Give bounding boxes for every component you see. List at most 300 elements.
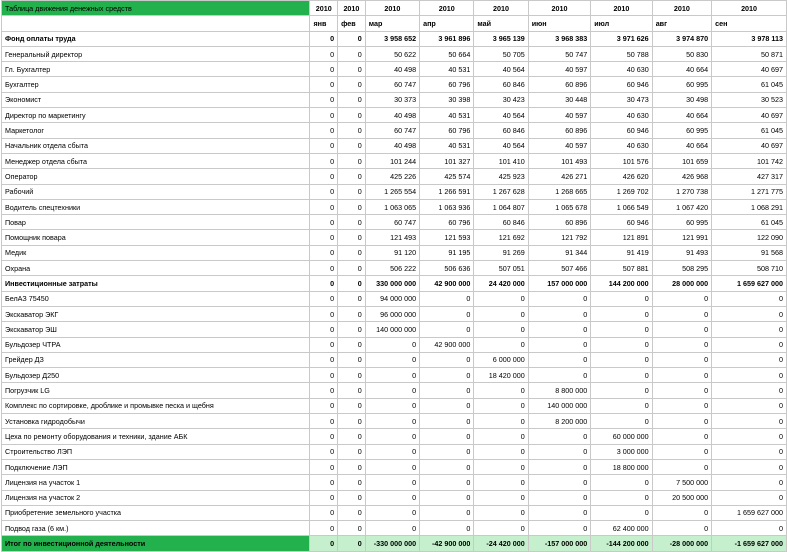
row-value-cell[interactable]: 0 xyxy=(474,429,528,444)
row-value-cell[interactable]: 30 373 xyxy=(365,92,419,107)
row-value-cell[interactable]: 0 xyxy=(474,306,528,321)
row-label-cell[interactable]: Цеха по ремонту оборудования и техники, здание АБК xyxy=(2,429,310,444)
row-value-cell[interactable]: 0 xyxy=(310,230,338,245)
row-value-cell[interactable]: 0 xyxy=(712,368,787,383)
row-value-cell[interactable]: 1 063 065 xyxy=(365,199,419,214)
row-value-cell[interactable]: 0 xyxy=(712,383,787,398)
section-value-cell[interactable]: 24 420 000 xyxy=(474,276,528,291)
row-value-cell[interactable]: 0 xyxy=(365,444,419,459)
row-value-cell[interactable]: 0 xyxy=(310,444,338,459)
row-value-cell[interactable]: 0 xyxy=(310,459,338,474)
row-value-cell[interactable]: 0 xyxy=(474,337,528,352)
month-header-cell[interactable]: июн xyxy=(528,16,591,31)
month-header-cell[interactable]: янв xyxy=(310,16,338,31)
row-value-cell[interactable]: 0 xyxy=(420,398,474,413)
row-value-cell[interactable]: 0 xyxy=(474,521,528,536)
row-value-cell[interactable]: 1 268 665 xyxy=(528,184,591,199)
row-value-cell[interactable]: 0 xyxy=(474,475,528,490)
row-label-cell[interactable]: Медик xyxy=(2,245,310,260)
row-value-cell[interactable]: 0 xyxy=(528,490,591,505)
row-value-cell[interactable]: 18 420 000 xyxy=(474,368,528,383)
row-value-cell[interactable]: 121 493 xyxy=(365,230,419,245)
row-label-cell[interactable]: Охрана xyxy=(2,261,310,276)
row-value-cell[interactable]: 40 597 xyxy=(528,108,591,123)
row-value-cell[interactable]: 0 xyxy=(712,414,787,429)
row-value-cell[interactable]: 0 xyxy=(528,459,591,474)
row-label-cell[interactable]: Гл. Бухгалтер xyxy=(2,62,310,77)
row-value-cell[interactable]: 60 796 xyxy=(420,215,474,230)
row-value-cell[interactable]: 101 493 xyxy=(528,153,591,168)
row-value-cell[interactable]: 91 419 xyxy=(591,245,652,260)
row-value-cell[interactable]: 1 067 420 xyxy=(652,199,711,214)
row-value-cell[interactable]: 40 498 xyxy=(365,108,419,123)
row-value-cell[interactable]: 0 xyxy=(420,475,474,490)
section-value-cell[interactable]: 3 974 870 xyxy=(652,31,711,46)
row-value-cell[interactable]: 0 xyxy=(474,398,528,413)
row-value-cell[interactable]: 30 473 xyxy=(591,92,652,107)
row-value-cell[interactable]: 40 697 xyxy=(712,108,787,123)
row-value-cell[interactable]: 61 045 xyxy=(712,77,787,92)
row-value-cell[interactable]: 0 xyxy=(338,123,366,138)
year-header-cell[interactable]: 2010 xyxy=(338,1,366,16)
row-value-cell[interactable]: 40 697 xyxy=(712,138,787,153)
section-value-cell[interactable]: 0 xyxy=(338,31,366,46)
row-value-cell[interactable]: 140 000 000 xyxy=(528,398,591,413)
row-value-cell[interactable]: 0 xyxy=(652,429,711,444)
row-value-cell[interactable]: 60 995 xyxy=(652,77,711,92)
row-value-cell[interactable]: 0 xyxy=(338,184,366,199)
row-value-cell[interactable]: 0 xyxy=(591,383,652,398)
row-value-cell[interactable]: 62 400 000 xyxy=(591,521,652,536)
row-value-cell[interactable]: 140 000 000 xyxy=(365,322,419,337)
row-value-cell[interactable]: 0 xyxy=(420,352,474,367)
row-value-cell[interactable]: 0 xyxy=(474,322,528,337)
row-value-cell[interactable]: 60 946 xyxy=(591,123,652,138)
row-value-cell[interactable]: 0 xyxy=(310,123,338,138)
row-value-cell[interactable]: 1 066 549 xyxy=(591,199,652,214)
row-value-cell[interactable]: 0 xyxy=(712,322,787,337)
row-label-cell[interactable]: Подключение ЛЭП xyxy=(2,459,310,474)
total-value-cell[interactable]: -157 000 000 xyxy=(528,536,591,551)
row-value-cell[interactable]: 0 xyxy=(338,337,366,352)
row-value-cell[interactable]: 40 564 xyxy=(474,108,528,123)
row-value-cell[interactable]: 0 xyxy=(310,215,338,230)
row-value-cell[interactable]: 0 xyxy=(652,291,711,306)
row-value-cell[interactable]: 0 xyxy=(652,322,711,337)
row-value-cell[interactable]: 0 xyxy=(365,368,419,383)
row-value-cell[interactable]: 1 267 628 xyxy=(474,184,528,199)
total-value-cell[interactable]: -42 900 000 xyxy=(420,536,474,551)
row-value-cell[interactable]: 60 995 xyxy=(652,215,711,230)
row-value-cell[interactable]: 425 574 xyxy=(420,169,474,184)
row-value-cell[interactable]: 121 692 xyxy=(474,230,528,245)
row-value-cell[interactable]: 0 xyxy=(712,444,787,459)
row-value-cell[interactable]: 60 946 xyxy=(591,77,652,92)
row-value-cell[interactable]: 60 846 xyxy=(474,215,528,230)
row-value-cell[interactable]: 60 896 xyxy=(528,77,591,92)
section-value-cell[interactable]: 3 968 383 xyxy=(528,31,591,46)
row-value-cell[interactable]: 0 xyxy=(310,92,338,107)
section-value-cell[interactable]: 3 958 652 xyxy=(365,31,419,46)
section-label-cell[interactable]: Фонд оплаты труда xyxy=(2,31,310,46)
month-header-cell[interactable]: июл xyxy=(591,16,652,31)
month-header-cell[interactable]: авг xyxy=(652,16,711,31)
row-value-cell[interactable]: 0 xyxy=(652,306,711,321)
row-value-cell[interactable]: 0 xyxy=(310,261,338,276)
row-value-cell[interactable]: 60 946 xyxy=(591,215,652,230)
row-value-cell[interactable]: 40 664 xyxy=(652,138,711,153)
empty-header-cell[interactable] xyxy=(2,16,310,31)
row-value-cell[interactable]: 0 xyxy=(338,230,366,245)
section-value-cell[interactable]: 28 000 000 xyxy=(652,276,711,291)
row-value-cell[interactable]: 0 xyxy=(310,322,338,337)
row-value-cell[interactable]: 0 xyxy=(310,521,338,536)
row-value-cell[interactable]: 60 796 xyxy=(420,77,474,92)
row-value-cell[interactable]: 101 659 xyxy=(652,153,711,168)
row-value-cell[interactable]: 40 664 xyxy=(652,108,711,123)
row-value-cell[interactable]: 426 620 xyxy=(591,169,652,184)
row-value-cell[interactable]: 0 xyxy=(310,368,338,383)
month-header-cell[interactable]: май xyxy=(474,16,528,31)
row-value-cell[interactable]: 0 xyxy=(310,475,338,490)
row-label-cell[interactable]: Генеральный директор xyxy=(2,46,310,61)
row-value-cell[interactable]: 0 xyxy=(420,368,474,383)
row-value-cell[interactable]: 0 xyxy=(420,429,474,444)
row-label-cell[interactable]: Менеджер отдела сбыта xyxy=(2,153,310,168)
row-value-cell[interactable]: 0 xyxy=(474,444,528,459)
row-value-cell[interactable]: 0 xyxy=(712,459,787,474)
row-value-cell[interactable]: 50 788 xyxy=(591,46,652,61)
row-value-cell[interactable]: 0 xyxy=(310,153,338,168)
row-value-cell[interactable]: 0 xyxy=(474,459,528,474)
section-value-cell[interactable]: 330 000 000 xyxy=(365,276,419,291)
row-value-cell[interactable]: 60 896 xyxy=(528,215,591,230)
row-label-cell[interactable]: Грейдер ДЗ xyxy=(2,352,310,367)
row-label-cell[interactable]: Повар xyxy=(2,215,310,230)
row-value-cell[interactable]: 60 000 000 xyxy=(591,429,652,444)
row-value-cell[interactable]: 0 xyxy=(338,46,366,61)
row-value-cell[interactable]: 0 xyxy=(310,337,338,352)
row-value-cell[interactable]: 0 xyxy=(338,92,366,107)
row-value-cell[interactable]: 0 xyxy=(338,352,366,367)
row-label-cell[interactable]: Рабочий xyxy=(2,184,310,199)
row-value-cell[interactable]: 91 269 xyxy=(474,245,528,260)
section-value-cell[interactable]: 3 971 626 xyxy=(591,31,652,46)
row-value-cell[interactable]: 1 068 291 xyxy=(712,199,787,214)
row-label-cell[interactable]: Погрузчик LG xyxy=(2,383,310,398)
row-value-cell[interactable]: 61 045 xyxy=(712,215,787,230)
row-label-cell[interactable]: Директор по маркетингу xyxy=(2,108,310,123)
row-value-cell[interactable]: 121 891 xyxy=(591,230,652,245)
row-value-cell[interactable]: 6 000 000 xyxy=(474,352,528,367)
year-header-cell[interactable]: 2010 xyxy=(474,1,528,16)
row-value-cell[interactable]: 40 531 xyxy=(420,62,474,77)
row-value-cell[interactable]: 8 200 000 xyxy=(528,414,591,429)
year-header-cell[interactable]: 2010 xyxy=(310,1,338,16)
row-value-cell[interactable]: 0 xyxy=(652,444,711,459)
row-value-cell[interactable]: 0 xyxy=(338,169,366,184)
row-value-cell[interactable]: 0 xyxy=(652,414,711,429)
row-value-cell[interactable]: 50 705 xyxy=(474,46,528,61)
row-value-cell[interactable]: 91 120 xyxy=(365,245,419,260)
total-value-cell[interactable]: 0 xyxy=(310,536,338,551)
row-value-cell[interactable]: 40 564 xyxy=(474,138,528,153)
row-value-cell[interactable]: 0 xyxy=(591,505,652,520)
year-header-cell[interactable]: 2010 xyxy=(365,1,419,16)
row-value-cell[interactable]: 0 xyxy=(338,444,366,459)
total-value-cell[interactable]: -24 420 000 xyxy=(474,536,528,551)
row-value-cell[interactable]: 0 xyxy=(420,291,474,306)
row-value-cell[interactable]: 0 xyxy=(712,306,787,321)
row-value-cell[interactable]: 122 090 xyxy=(712,230,787,245)
row-value-cell[interactable]: 0 xyxy=(420,414,474,429)
row-value-cell[interactable]: 60 846 xyxy=(474,77,528,92)
row-value-cell[interactable]: 0 xyxy=(338,398,366,413)
row-value-cell[interactable]: 40 531 xyxy=(420,108,474,123)
row-value-cell[interactable]: 91 568 xyxy=(712,245,787,260)
row-value-cell[interactable]: 508 710 xyxy=(712,261,787,276)
row-value-cell[interactable]: 101 576 xyxy=(591,153,652,168)
row-value-cell[interactable]: 0 xyxy=(420,306,474,321)
row-value-cell[interactable]: 0 xyxy=(420,459,474,474)
row-value-cell[interactable]: 0 xyxy=(310,306,338,321)
row-value-cell[interactable]: 0 xyxy=(652,505,711,520)
row-value-cell[interactable]: 0 xyxy=(310,414,338,429)
row-value-cell[interactable]: 121 991 xyxy=(652,230,711,245)
row-value-cell[interactable]: 1 266 591 xyxy=(420,184,474,199)
row-value-cell[interactable]: 0 xyxy=(338,62,366,77)
row-value-cell[interactable]: 425 226 xyxy=(365,169,419,184)
row-value-cell[interactable]: 60 747 xyxy=(365,77,419,92)
row-value-cell[interactable]: 61 045 xyxy=(712,123,787,138)
row-value-cell[interactable]: 30 448 xyxy=(528,92,591,107)
row-value-cell[interactable]: 507 051 xyxy=(474,261,528,276)
row-value-cell[interactable]: 60 846 xyxy=(474,123,528,138)
row-value-cell[interactable]: 0 xyxy=(310,429,338,444)
row-value-cell[interactable]: 42 900 000 xyxy=(420,337,474,352)
total-value-cell[interactable]: -144 200 000 xyxy=(591,536,652,551)
row-value-cell[interactable]: 101 327 xyxy=(420,153,474,168)
section-value-cell[interactable]: 3 965 139 xyxy=(474,31,528,46)
row-value-cell[interactable]: 8 800 000 xyxy=(528,383,591,398)
row-value-cell[interactable]: 1 063 936 xyxy=(420,199,474,214)
row-value-cell[interactable]: 1 265 554 xyxy=(365,184,419,199)
row-value-cell[interactable]: 40 630 xyxy=(591,108,652,123)
row-label-cell[interactable]: Комплекс по сортировке, дроблике и промывке песка и щебня xyxy=(2,398,310,413)
row-label-cell[interactable]: Помощник повара xyxy=(2,230,310,245)
row-label-cell[interactable]: Лицензия на участок 2 xyxy=(2,490,310,505)
row-value-cell[interactable]: 0 xyxy=(310,490,338,505)
row-label-cell[interactable]: Установка гидродобычи xyxy=(2,414,310,429)
month-header-cell[interactable]: мар xyxy=(365,16,419,31)
row-value-cell[interactable]: 50 871 xyxy=(712,46,787,61)
row-value-cell[interactable]: 426 968 xyxy=(652,169,711,184)
row-value-cell[interactable]: 0 xyxy=(528,322,591,337)
row-value-cell[interactable]: 40 498 xyxy=(365,62,419,77)
total-value-cell[interactable]: -1 659 627 000 xyxy=(712,536,787,551)
row-value-cell[interactable]: 0 xyxy=(528,444,591,459)
row-value-cell[interactable]: 1 659 627 000 xyxy=(712,505,787,520)
row-value-cell[interactable]: 101 244 xyxy=(365,153,419,168)
row-value-cell[interactable]: 30 523 xyxy=(712,92,787,107)
row-value-cell[interactable]: 1 269 702 xyxy=(591,184,652,199)
row-value-cell[interactable]: 0 xyxy=(528,337,591,352)
row-value-cell[interactable]: 0 xyxy=(365,475,419,490)
row-value-cell[interactable]: 0 xyxy=(652,459,711,474)
row-label-cell[interactable]: Приобретение земельного участка xyxy=(2,505,310,520)
row-value-cell[interactable]: 1 271 775 xyxy=(712,184,787,199)
row-value-cell[interactable]: 0 xyxy=(338,261,366,276)
row-value-cell[interactable]: 50 830 xyxy=(652,46,711,61)
row-value-cell[interactable]: 60 995 xyxy=(652,123,711,138)
row-value-cell[interactable]: 0 xyxy=(338,77,366,92)
row-value-cell[interactable]: 40 498 xyxy=(365,138,419,153)
row-value-cell[interactable]: 0 xyxy=(712,337,787,352)
row-value-cell[interactable]: 0 xyxy=(712,490,787,505)
row-value-cell[interactable]: 425 923 xyxy=(474,169,528,184)
row-value-cell[interactable]: 0 xyxy=(310,245,338,260)
row-value-cell[interactable]: 0 xyxy=(310,383,338,398)
row-value-cell[interactable]: 121 792 xyxy=(528,230,591,245)
month-header-cell[interactable]: апр xyxy=(420,16,474,31)
total-value-cell[interactable]: 0 xyxy=(338,536,366,551)
row-value-cell[interactable]: 0 xyxy=(365,383,419,398)
row-value-cell[interactable]: 0 xyxy=(338,291,366,306)
row-value-cell[interactable]: 50 747 xyxy=(528,46,591,61)
section-value-cell[interactable]: 157 000 000 xyxy=(528,276,591,291)
row-value-cell[interactable]: 0 xyxy=(420,490,474,505)
row-value-cell[interactable]: 0 xyxy=(528,429,591,444)
row-value-cell[interactable]: 508 295 xyxy=(652,261,711,276)
section-label-cell[interactable]: Инвестиционные затраты xyxy=(2,276,310,291)
row-value-cell[interactable]: 94 000 000 xyxy=(365,291,419,306)
row-value-cell[interactable]: 0 xyxy=(338,153,366,168)
row-value-cell[interactable]: 40 697 xyxy=(712,62,787,77)
row-value-cell[interactable]: 101 410 xyxy=(474,153,528,168)
row-value-cell[interactable]: 0 xyxy=(528,368,591,383)
row-value-cell[interactable]: 0 xyxy=(338,505,366,520)
row-value-cell[interactable]: 0 xyxy=(338,108,366,123)
row-value-cell[interactable]: 0 xyxy=(365,521,419,536)
row-value-cell[interactable]: 3 000 000 xyxy=(591,444,652,459)
month-header-cell[interactable]: фев xyxy=(338,16,366,31)
row-value-cell[interactable]: 60 796 xyxy=(420,123,474,138)
row-value-cell[interactable]: 96 000 000 xyxy=(365,306,419,321)
total-value-cell[interactable]: -28 000 000 xyxy=(652,536,711,551)
row-value-cell[interactable]: 0 xyxy=(310,77,338,92)
row-value-cell[interactable]: 0 xyxy=(310,291,338,306)
row-label-cell[interactable]: Экскаватор ЭКГ xyxy=(2,306,310,321)
section-value-cell[interactable]: 0 xyxy=(310,276,338,291)
row-value-cell[interactable]: 0 xyxy=(591,398,652,413)
row-value-cell[interactable]: 0 xyxy=(365,414,419,429)
section-value-cell[interactable]: 0 xyxy=(310,31,338,46)
row-value-cell[interactable]: 0 xyxy=(338,475,366,490)
row-label-cell[interactable]: Бульдозер ЧТРА xyxy=(2,337,310,352)
row-value-cell[interactable]: 0 xyxy=(712,521,787,536)
row-value-cell[interactable]: 60 896 xyxy=(528,123,591,138)
row-label-cell[interactable]: Экономист xyxy=(2,92,310,107)
row-value-cell[interactable]: 0 xyxy=(474,490,528,505)
row-value-cell[interactable]: 0 xyxy=(528,291,591,306)
row-value-cell[interactable]: 18 800 000 xyxy=(591,459,652,474)
row-value-cell[interactable]: 0 xyxy=(712,398,787,413)
row-value-cell[interactable]: 0 xyxy=(338,490,366,505)
row-value-cell[interactable]: 0 xyxy=(338,199,366,214)
row-value-cell[interactable]: 507 466 xyxy=(528,261,591,276)
row-label-cell[interactable]: Оператор xyxy=(2,169,310,184)
row-value-cell[interactable]: 7 500 000 xyxy=(652,475,711,490)
row-value-cell[interactable]: 0 xyxy=(310,505,338,520)
row-value-cell[interactable]: 0 xyxy=(338,306,366,321)
row-value-cell[interactable]: 0 xyxy=(652,383,711,398)
row-value-cell[interactable]: 0 xyxy=(652,368,711,383)
row-value-cell[interactable]: 0 xyxy=(591,475,652,490)
sheet-title-cell[interactable]: Таблица движения денежных средств xyxy=(2,1,310,16)
row-value-cell[interactable]: 0 xyxy=(591,490,652,505)
row-label-cell[interactable]: Лицензия на участок 1 xyxy=(2,475,310,490)
row-value-cell[interactable]: 506 222 xyxy=(365,261,419,276)
total-value-cell[interactable]: -330 000 000 xyxy=(365,536,419,551)
row-value-cell[interactable]: 0 xyxy=(591,414,652,429)
row-value-cell[interactable]: 0 xyxy=(528,521,591,536)
row-value-cell[interactable]: 0 xyxy=(420,521,474,536)
row-value-cell[interactable]: 0 xyxy=(712,291,787,306)
total-label-cell[interactable]: Итог по инвестиционной деятельности xyxy=(2,536,310,551)
row-value-cell[interactable]: 1 065 678 xyxy=(528,199,591,214)
row-value-cell[interactable]: 0 xyxy=(652,337,711,352)
row-value-cell[interactable]: 40 597 xyxy=(528,138,591,153)
row-value-cell[interactable]: 0 xyxy=(420,322,474,337)
row-value-cell[interactable]: 0 xyxy=(365,490,419,505)
row-label-cell[interactable]: Строительство ЛЭП xyxy=(2,444,310,459)
year-header-cell[interactable]: 2010 xyxy=(420,1,474,16)
row-value-cell[interactable]: 0 xyxy=(420,383,474,398)
row-value-cell[interactable]: 0 xyxy=(310,398,338,413)
row-value-cell[interactable]: 0 xyxy=(365,459,419,474)
row-value-cell[interactable]: 0 xyxy=(365,429,419,444)
row-value-cell[interactable]: 50 622 xyxy=(365,46,419,61)
row-value-cell[interactable]: 0 xyxy=(474,414,528,429)
row-value-cell[interactable]: 0 xyxy=(591,337,652,352)
row-value-cell[interactable]: 91 195 xyxy=(420,245,474,260)
row-value-cell[interactable]: 0 xyxy=(338,322,366,337)
row-value-cell[interactable]: 0 xyxy=(310,352,338,367)
month-header-cell[interactable]: сен xyxy=(712,16,787,31)
row-value-cell[interactable]: 0 xyxy=(310,46,338,61)
row-label-cell[interactable]: Подвод газа (6 км.) xyxy=(2,521,310,536)
row-value-cell[interactable]: 0 xyxy=(420,444,474,459)
row-value-cell[interactable]: 0 xyxy=(528,352,591,367)
row-value-cell[interactable]: 30 423 xyxy=(474,92,528,107)
row-value-cell[interactable]: 0 xyxy=(474,505,528,520)
row-value-cell[interactable]: 507 881 xyxy=(591,261,652,276)
section-value-cell[interactable]: 3 961 896 xyxy=(420,31,474,46)
row-value-cell[interactable]: 506 636 xyxy=(420,261,474,276)
row-value-cell[interactable]: 0 xyxy=(310,62,338,77)
section-value-cell[interactable]: 0 xyxy=(338,276,366,291)
row-label-cell[interactable]: БелАЗ 75450 xyxy=(2,291,310,306)
row-value-cell[interactable]: 0 xyxy=(365,398,419,413)
row-value-cell[interactable]: 0 xyxy=(310,108,338,123)
row-value-cell[interactable]: 40 531 xyxy=(420,138,474,153)
row-value-cell[interactable]: 0 xyxy=(365,337,419,352)
row-value-cell[interactable]: 0 xyxy=(528,505,591,520)
row-value-cell[interactable]: 0 xyxy=(310,184,338,199)
row-value-cell[interactable]: 0 xyxy=(591,352,652,367)
row-value-cell[interactable]: 1 064 807 xyxy=(474,199,528,214)
year-header-cell[interactable]: 2010 xyxy=(591,1,652,16)
